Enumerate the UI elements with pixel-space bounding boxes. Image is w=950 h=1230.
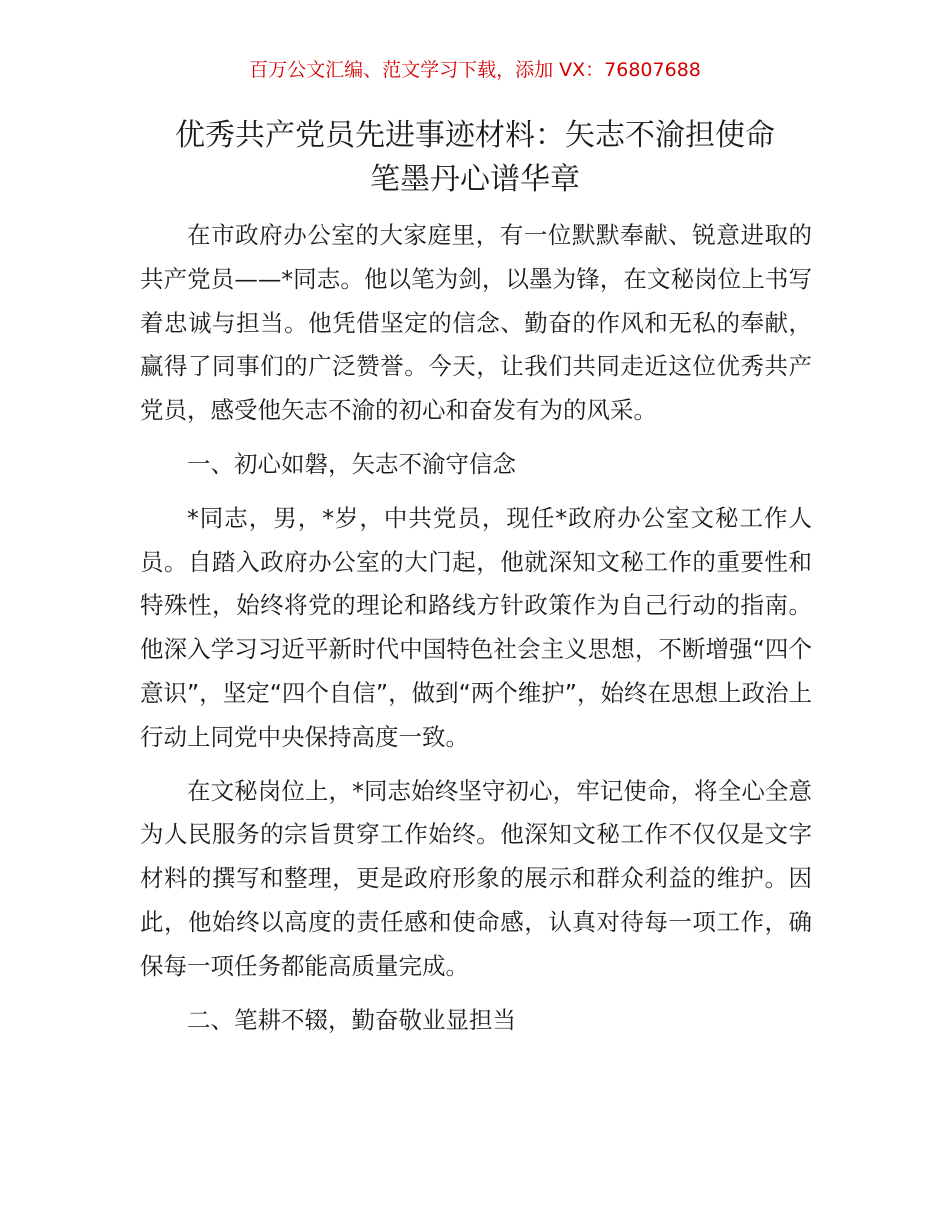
download-banner: 百万公文汇编、范文学习下载，添加 VX：76807688: [249, 59, 701, 81]
section-heading-2: 二、笔耕不辍，勤奋敬业显担当: [187, 1005, 516, 1034]
body-paragraph: 在文秘岗位上，*同志始终坚守初心，牢记使命，将全心全意为人民服务的宗旨贯穿工作始终。他深知文秘工作不仅仅是文字材料的撰写和整理，更是政府形象的展示和群众利益的维护。因此，他始终以高度的责任感和使命感，认真对待每一项工作，确保每一项任务都能高质量完成。: [140, 776, 812, 980]
section-heading-1: 一、初心如磐，矢志不渝守信念: [187, 449, 516, 478]
intro-paragraph: 在市政府办公室的大家庭里，有一位默默奉献、锐意进取的共产党员——*同志。他以笔为剑，以墨为锋，在文秘岗位上书写着忠诚与担当。他凭借坚定的信念、勤奋的作风和无私的奉献，赢得了同事们的广泛赞誉。今天，让我们共同走近这位优秀共产党员，感受他矢志不渝的初心和奋发有为的风采。: [140, 221, 812, 425]
title-line-2: 笔墨丹心谱华章: [370, 162, 580, 197]
body-paragraph: *同志，男，*岁，中共党员，现任*政府办公室文秘工作人员。自踏入政府办公室的大门起，他就深知文秘工作的重要性和特殊性，始终将党的理论和路线方针政策作为自己行动的指南。他深入学习习近平新时代中国特色社会主义思想，不断增强“四个意识”，坚定“四个自信”，做到“两个维护”，始终在思想上政治上行动上同党中央保持高度一致。: [140, 503, 812, 751]
document-title: [0, 114, 950, 202]
title-line-1: 优秀共产党员先进事迹材料：矢志不渝担使命: [175, 118, 775, 153]
document-body: [140, 214, 812, 1042]
